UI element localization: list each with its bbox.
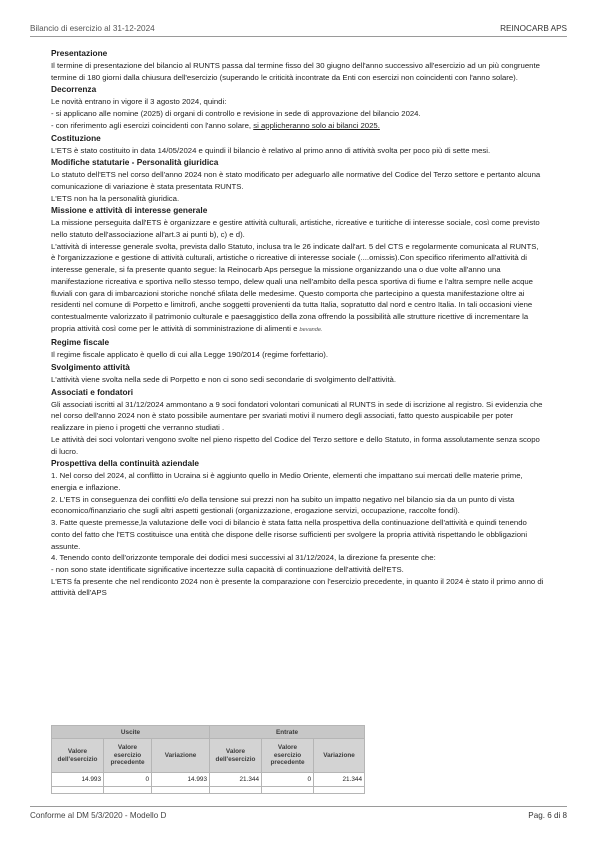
table-cell: 0 xyxy=(104,773,152,787)
section-title-regime: Regime fiscale xyxy=(51,337,110,348)
regime-text: Il regime fiscale applicato è quello di cui alla Legge 190/2014 (regime forfettario). xyxy=(51,350,329,360)
footer-conformity-note: Conforme al DM 5/3/2020 - Modello D xyxy=(30,811,167,820)
decorrenza-line-3-underlined: si applicheranno solo ai bilanci 2025. xyxy=(253,120,380,130)
decorrenza-line-3 xyxy=(51,120,545,132)
table-group-header-row xyxy=(52,726,365,739)
decorrenza-line-2: - si applicano alle nomine (2025) di organi di controllo e revisione in sede di approvazione del bilancio 2024. xyxy=(51,109,421,119)
section-title-prospettiva: Prospettiva della continuità aziendale xyxy=(51,458,199,469)
decorrenza-line-3-text: - con riferimento agli esercizi coincidenti con l'anno solare, xyxy=(51,120,254,130)
table-header-cell: Valore dell'esercizio xyxy=(52,739,104,773)
table-header-cell: Valore esercizio precedente xyxy=(104,739,152,773)
header-organization-name: REINOCARB APS xyxy=(500,24,567,33)
document-body xyxy=(51,47,545,599)
page-header xyxy=(30,22,567,37)
section-title-missione: Missione e attività di interesse generale xyxy=(51,205,208,216)
table-header-row xyxy=(52,739,365,773)
missione-text-2-tail: bevande. xyxy=(299,326,323,333)
table-header-cell: Variazione xyxy=(314,739,365,773)
prospettiva-point-5: - non sono state identificate significative incertezze sulla capacità di continuazione dell'attività dell'ETS. xyxy=(51,564,404,574)
comparison-table xyxy=(51,725,365,794)
associati-text-2: Le attività dei soci volontari vengono svolte nel pieno rispetto del Codice del Terzo settore e dello Statuto, in forma assolutamente senza scopo di lucro. xyxy=(51,434,540,456)
table-empty-cell xyxy=(152,787,210,794)
section-title-presentazione: Presentazione xyxy=(51,48,108,58)
table-header-cell: Valore esercizio precedente xyxy=(262,739,314,773)
table-empty-cell xyxy=(210,787,262,794)
prospettiva-point-3: 3. Fatte queste premesse,la valutazione delle voci di bilancio è stata fatta nella prospettiva della continuazione dell'attività e quindi tenendo conto del fatto che l'ETS costituisce una entità che dispone delle risorse sufficienti per svolgere la propria attività rispettando le obbligazioni assunte. xyxy=(51,518,528,551)
section-title-costituzione: Costituzione xyxy=(51,132,101,143)
costituzione-text: L'ETS è stato costituito in data 14/05/2024 e quindi il bilancio è relativo al primo anno di attività svolta per poco più di sette mesi. xyxy=(51,145,491,155)
table-header-cell: Variazione xyxy=(152,739,210,773)
table-cell: 14.993 xyxy=(152,773,210,787)
table-empty-cell xyxy=(52,787,104,794)
table-empty-row xyxy=(52,787,365,794)
table-cell: 0 xyxy=(262,773,314,787)
prospettiva-point-2: 2. L'ETS in conseguenza dei conflitti e/o della tensione sui prezzi non ha subito un impatto negativo nel bilancio sia da un punto di vista economico/finanziario che sugli altri aspetti gestionali (organizzazione, erogazione servizi, occupazione, raccolte fondi). xyxy=(51,494,515,516)
associati-text-1: Gli associati iscritti al 31/12/2024 ammontano a 9 soci fondatori volontari comunicati al RUNTS in sede di iscrizione al registro. Si evidenzia che nel corso dell'anno 2024 non è stato possibile aumentare per svariati motivi il numero degli associati, fatto questo auspicabile per poter realizzare in pieno i progetti che verranno studiati . xyxy=(51,399,543,433)
header-document-title: Bilancio di esercizio al 31-12-2024 xyxy=(30,24,155,33)
table-empty-cell xyxy=(104,787,152,794)
table-cell: 21.344 xyxy=(210,773,262,787)
missione-text-2-body: L'attività di interesse generale svolta, prevista dallo Statuto, inclusa tra le 26 indicate dall'art. 5 del CTS e regolarmente comunicata al RUNTS, è l'organizzazione e gestione di attività culturali, artistiche o ricreative di interesse sociale (....omissis).Con specifico riferimento all'attività di interesse generale, si fa presente quanto segue: la Reinocarb Aps persegue la missione organizzando una o due volte all'anno una manifestazione ricreativa e sportiva nello stesso tempo, delew quali una nell'ambito della pesca sportiva di fiume e l'altra sempre nelle acque fluviali con gara di imbarcazioni storiche nonché sfilata delle medesime. Questo comporta che partecipino a questa manifestazione oltre ai residenti nel comune di Porpetto e limitrofi, anche soggetti provenienti da tutta Italia, sopratutto dal nord e centro Italia. In tali occasioni viene contestualmente valorizzato il patrimonio culturale e paesaggistico della zona offrendo la possibilità alle strutture ricettive di incrementare la propria attività così come per le attività di somministrazione di alimenti e xyxy=(51,241,539,333)
presentazione-text: Il termine di presentazione del bilancio al RUNTS passa dal termine fisso del 30 giugno dell'anno successivo all'esercizio ad un più congruente termine di 180 giorni dalla chiusura dell'esercizio (superando le criticità incontrate da Enti con esercizi non coincidenti con l'anno solare). xyxy=(51,61,540,82)
prospettiva-point-6: L'ETS fa presente che nel rendiconto 2024 non è presente la comparazione con l'esercizio precedente, in quanto il 2024 è stato il primo anno di atttività dell'APS xyxy=(51,576,544,598)
section-title-modifiche: Modifiche statutarie - Personalità giuridica xyxy=(51,157,219,168)
decorrenza-line-1: Le novità entrano in vigore il 3 agosto 2024, quindi: xyxy=(51,97,227,107)
section-title-svolgimento: Svolgimento attività xyxy=(51,362,130,373)
table-empty-cell xyxy=(314,787,365,794)
table-group-uscite: Uscite xyxy=(52,726,210,739)
section-title-associati: Associati e fondatori xyxy=(51,386,134,397)
table-group-entrate: Entrate xyxy=(210,726,365,739)
svolgimento-text: L'attività viene svolta nella sede di Porpetto e non ci sono sedi secondarie di svolgimento dell'attività. xyxy=(51,375,397,385)
page-footer xyxy=(30,806,567,821)
table-row xyxy=(52,773,365,787)
prospettiva-point-4: 4. Tenendo conto dell'orizzonte temporale dei dodici mesi successivi al 31/12/2024, la direzione fa presente che: xyxy=(51,553,436,563)
table-cell: 21.344 xyxy=(314,773,365,787)
missione-text-2 xyxy=(51,241,545,337)
section-title-decorrenza: Decorrenza xyxy=(51,84,97,95)
missione-text-1: La missione perseguita dall'ETS è organizzare e gestire attività culturali, artistiche, ricreative e turitiche di interesse sociale, così come previsto nello statuto dell'associazione all'art.3 ai punti b), c) e d). xyxy=(51,218,540,240)
table-cell: 14.993 xyxy=(52,773,104,787)
modifiche-text-2: L'ETS non ha la personalità giuridica. xyxy=(51,193,180,203)
table-empty-cell xyxy=(262,787,314,794)
modifiche-text-1: Lo statuto dell'ETS nel corso dell'anno 2024 non è stato modificato per adeguarlo alle normative del Codice del Terzo settore e pertanto alcuna comunicazione di variazione è stata presentata RUNTS. xyxy=(51,170,541,191)
table-header-cell: Valore dell'esercizio xyxy=(210,739,262,773)
footer-page-number: Pag. 6 di 8 xyxy=(528,811,567,820)
prospettiva-point-1: 1. Nel corso del 2024, al conflitto in Ucraina si è aggiunto quello in Medio Oriente, elementi che impattano sui mercati delle materie prime, energia e inflazione. xyxy=(51,471,523,492)
